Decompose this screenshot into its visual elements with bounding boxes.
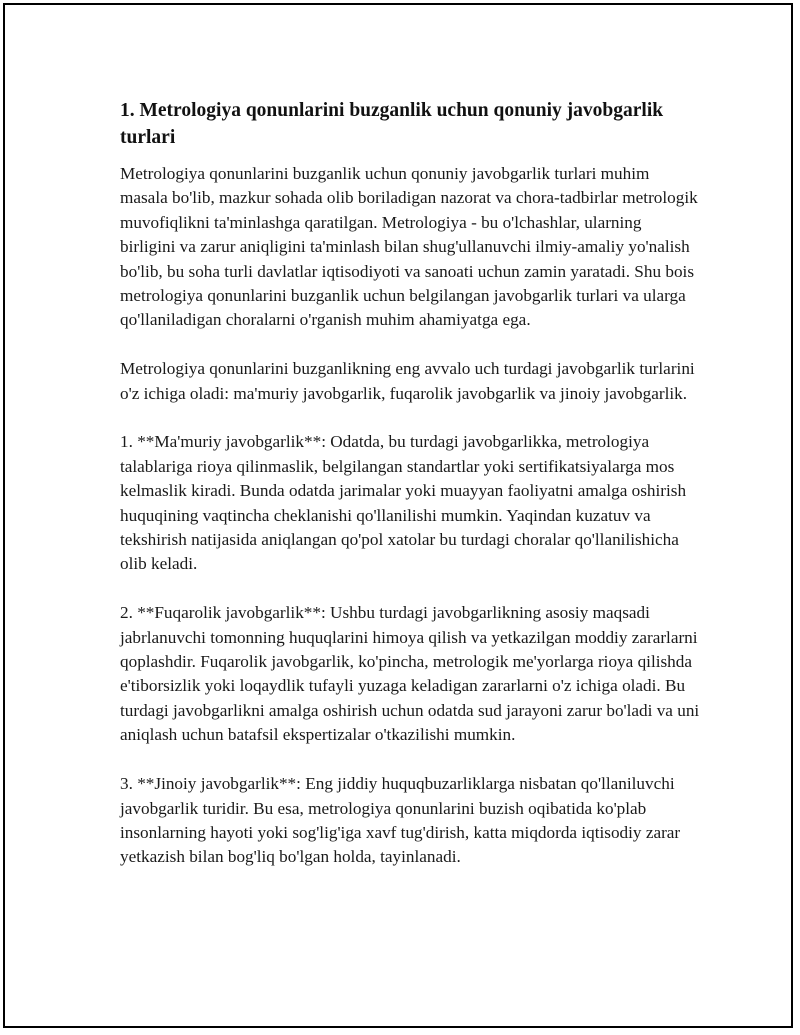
paragraph-intro: Metrologiya qonunlarini buzganlik uchun qonuniy javobgarlik turlari muhim masala bo'lib, mazkur sohada olib boriladigan nazorat va chora-tadbirlar metrologik muvofiqlikni ta'minlashga qaratilgan. Metrologiya - bu o'lchashlar, ularning birligini va zarur aniqligini ta'minlash bilan shug'ullanuvchi ilmiy-amaliy yo'nalish bo'lib, bu soha turli davlatlar iqtisodiyoti va sanoati uchun zamin yaratadi. Shu bois metrologiya qonunlarini buzganlik uchun belgilangan javobgarlik turlari va ularga qo'llaniladigan choralarni o'rganish muhim ahamiyatga ega. (120, 164, 698, 330)
paragraph-overview: Metrologiya qonunlarini buzganlikning eng avvalo uch turdagi javobgarlik turlarini o'z ichiga oladi: ma'muriy javobgarlik, fuqarolik javobgarlik va jinoiy javobgarlik. (120, 359, 695, 403)
document-page (3, 3, 793, 1028)
document-title: 1. Metrologiya qonunlarini buzganlik uchun qonuniy javobgarlik turlari (120, 100, 664, 148)
paragraph-criminal: 3. **Jinoiy javobgarlik**: Eng jiddiy huquqbuzarliklarga nisbatan qo'llaniluvchi javobgarlik turidir. Bu esa, metrologiya qonunlarini buzish oqibatida ko'plab insonlarning hayoti yoki sog'lig'iga xavf tug'dirish, katta miqdorda iqtisodiy zarar yetkazish bilan bog'liq bo'lgan holda, tayinlanadi. (120, 774, 681, 867)
paragraph-administrative: 1. **Ma'muriy javobgarlik**: Odatda, bu turdagi javobgarlikka, metrologiya talablariga rioya qilinmaslik, belgilangan standartlar yoki sertifikatsiyalarga mos kelmaslik kiradi. Bunda odatda jarimalar yoki muayyan faoliyatni amalga oshirish huquqining vaqtincha cheklanishi qo'llanilishi mumkin. Yaqindan kuzatuv va tekshirish natijasida aniqlangan qo'pol xatolar bu turdagi choralar qo'llanilishicha olib keladi. (120, 432, 687, 574)
paragraph-civil: 2. **Fuqarolik javobgarlik**: Ushbu turdagi javobgarlikning asosiy maqsadi jabrlanuvchi tomonning huquqlarini himoya qilish va yetkazilgan moddiy zararlarni qoplashdir. Fuqarolik javobgarlik, ko'pincha, metrologik me'yorlarga rioya qilishda e'tiborsizlik yoki loqaydlik tufayli yuzaga keladigan zararlarni o'z ichiga oladi. Bu turdagi javobgarlikni amalga oshirish uchun odatda sud jarayoni zarur bo'ladi va uni aniqlash uchun batafsil ekspertizalar o'tkazilishi mumkin. (120, 603, 700, 745)
document-body (120, 97, 700, 870)
